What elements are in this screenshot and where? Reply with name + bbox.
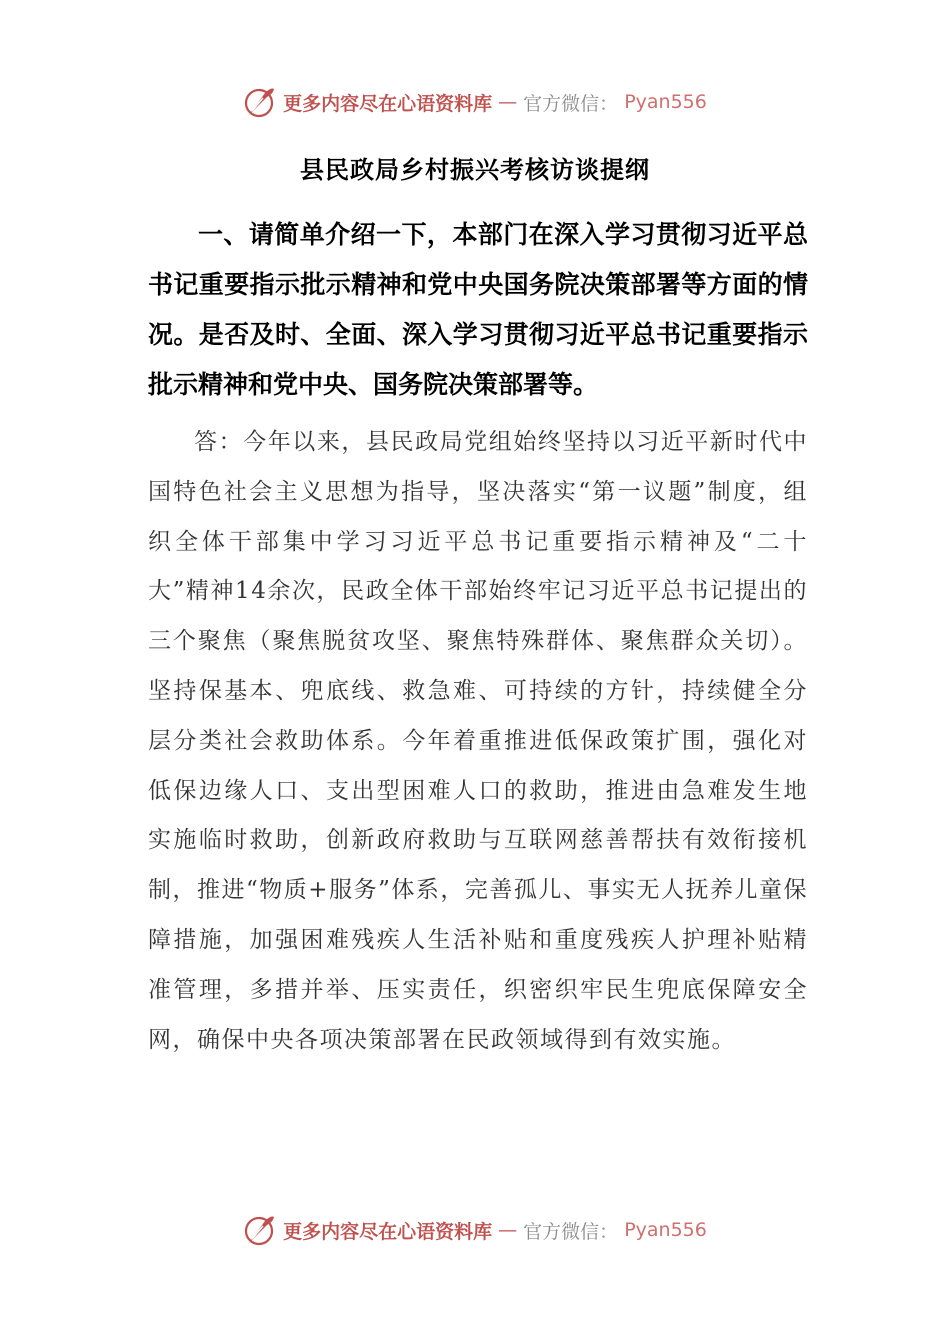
watermark-wechat-label: 官方微信： bbox=[523, 92, 619, 115]
watermark-footer bbox=[0, 1210, 950, 1250]
watermark-wechat-id: Pyan556 bbox=[624, 91, 707, 113]
watermark-main-text: 更多内容尽在心语资料库 bbox=[283, 92, 493, 115]
watermark-main-text: 更多内容尽在心语资料库 bbox=[283, 1220, 493, 1243]
quill-pen-logo-icon bbox=[243, 85, 277, 119]
answer-paragraph: 答：今年以来，县民政局党组始终坚持以习近平新时代中国特色社会主义思想为指导，坚决落实“第一议题”制度，组织全体干部集中学习习近平总书记重要指示精神及“二十大”精神14余次，民政全体干部始终牢记习近平总书记提出的三个聚焦（聚焦脱贫攻坚、聚焦特殊群体、聚焦群众关切）。坚持保基本、兜底线、救急难、可持续的方针，持续健全分层分类社会救助体系。今年着重推进低保政策扩围，强化对低保边缘人口、支出型困难人口的救助，推进由急难发生地实施临时救助，创新政府救助与互联网慈善帮扶有效衔接机制，推进“物质+服务”体系，完善孤儿、事实无人抚养儿童保障措施，加强困难残疾人生活补贴和重度残疾人护理补贴精准管理，多措并举、压实责任，织密织牢民生兜底保障安全网，确保中央各项决策部署在民政领域得到有效实施。 bbox=[148, 429, 808, 1053]
watermark-separator: — bbox=[498, 91, 518, 113]
document-title: 县民政局乡村振兴考核访谈提纲 bbox=[300, 155, 650, 184]
watermark-separator: — bbox=[498, 1219, 518, 1241]
question-paragraph: 一、请简单介绍一下，本部门在深入学习贯彻习近平总书记重要指示批示精神和党中央国务院决策部署等方面的情况。是否及时、全面、深入学习贯彻习近平总书记重要指示批示精神和党中央、国务院决策部署等。 bbox=[148, 220, 808, 399]
watermark-wechat-id: Pyan556 bbox=[624, 1219, 707, 1241]
watermark-header bbox=[0, 82, 950, 122]
quill-pen-logo-icon bbox=[243, 1213, 277, 1247]
watermark-wechat-label: 官方微信： bbox=[523, 1220, 619, 1243]
